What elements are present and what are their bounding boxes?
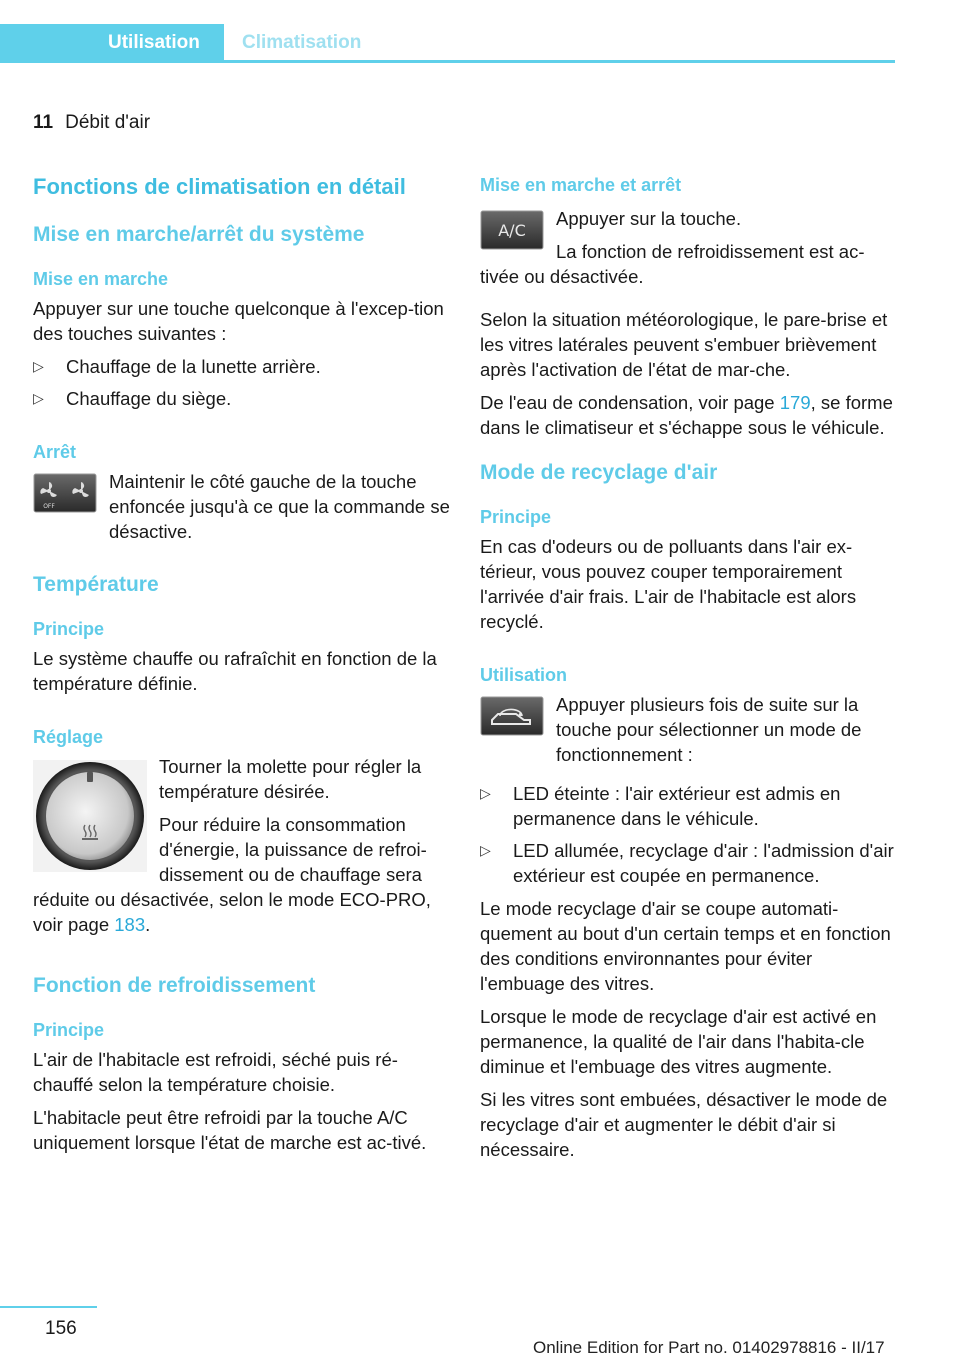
off-button-icon	[33, 473, 97, 518]
text-condensation: De l'eau de condensation, voir page 179, se forme dans le climatiseur et s'échappe sous le véhicule.	[480, 392, 893, 438]
list-use	[480, 781, 900, 888]
section-title: Fonctions de climatisation en détail	[33, 174, 406, 199]
list-item: ▷ LED allumée, recyclage d'air : l'admission d'air extérieur est coupée en permanence.	[480, 838, 900, 888]
text-recirc-principle: En cas d'odeurs ou de polluants dans l'air ex-térieur, vous pouvez couper temporairement l'arrivée d'air frais. L'air de l'habitacle est alors recyclé.	[480, 536, 857, 632]
svg-text:A/C: A/C	[498, 221, 526, 240]
right-column	[480, 172, 900, 1170]
link-page-179[interactable]: 179	[779, 392, 811, 413]
link-page-183[interactable]: 183	[114, 914, 146, 935]
heading-recirculation: Mode de recyclage d'air	[480, 461, 718, 484]
text-cool-2: L'habitacle peut être refroidi par la touche A/C uniquement lorsque l'état de marche est ac-tivé.	[33, 1107, 427, 1153]
text-auto: Le mode recyclage d'air se coupe automati-quement au bout d'un certain temps et en fonction des conditions environnantes pour éviter l'embuage des vitres.	[480, 898, 891, 994]
text-ac-2: La fonction de refroidissement est ac-tivée ou désactivée.	[480, 241, 865, 287]
list-item: ▷ LED éteinte : l'air extérieur est admis en permanence dans le véhicule.	[480, 781, 900, 831]
header-tabs	[0, 24, 895, 62]
temperature-knob-icon	[33, 760, 147, 877]
text-permanent: Lorsque le mode de recyclage d'air est activé en permanence, la qualité de l'air dans l'habita-cle diminue et l'embuage des vitres augmente.	[480, 1006, 877, 1077]
ac-button-icon	[480, 210, 544, 255]
heading-temperature: Température	[33, 573, 159, 596]
heading-ac-onoff: Mise en marche et arrêt	[480, 175, 682, 195]
heading-cool-principle: Principe	[33, 1020, 105, 1040]
heading-off: Arrêt	[33, 442, 77, 462]
tab-climatisation[interactable]: Climatisation	[242, 32, 362, 53]
page-number: 156	[45, 1318, 77, 1339]
list-item: ▷ Chauffage du siège.	[33, 386, 453, 411]
text-fogged: Si les vitres sont embuées, désactiver le mode de recyclage d'air et augmenter le débit d'air si nécessaire.	[480, 1089, 888, 1160]
text-fog: Selon la situation météorologique, le pare-brise et les vitres latérales peuvent s'embuer brièvement après l'activation de l'état de mar-che.	[480, 309, 888, 380]
list-item: ▷ Chauffage de la lunette arrière.	[33, 354, 453, 379]
legend-text: Débit d'air	[65, 112, 151, 133]
svg-text:OFF: OFF	[43, 503, 55, 510]
heading-cooling: Fonction de refroidissement	[33, 974, 316, 997]
heading-setting: Réglage	[33, 727, 104, 747]
legend-item	[33, 112, 150, 134]
text-cool-1: L'air de l'habitacle est refroidi, séché puis ré-chauffé selon la température choisie.	[33, 1049, 398, 1095]
left-column	[33, 172, 453, 1163]
legend-number: 11	[33, 112, 54, 133]
heading-system: Mise en marche/arrêt du système	[33, 223, 365, 246]
heading-recirc-principle: Principe	[480, 507, 552, 527]
edition-note: Online Edition for Part no. 01402978816 - II/17	[533, 1338, 885, 1357]
recirculation-button-icon	[480, 696, 544, 741]
list-on	[33, 354, 453, 411]
text-off: Maintenir le côté gauche de la touche enfoncée jusqu'à ce que la commande se désactive.	[109, 471, 450, 542]
footer-divider	[0, 1306, 97, 1308]
heading-on: Mise en marche	[33, 269, 169, 289]
text-temp-principle: Le système chauffe ou rafraîchit en fonction de la température définie.	[33, 648, 437, 694]
heading-temp-principle: Principe	[33, 619, 105, 639]
header-divider	[0, 60, 895, 63]
heading-use: Utilisation	[480, 665, 568, 685]
text-setting-2: Pour réduire la consommation d'énergie, la puissance de refroi-dissement ou de chauffage sera réduite ou désactivée, selon le mode ECO-PRO, voir page 183.	[33, 814, 431, 935]
text-ac-1: Appuyer sur la touche.	[556, 208, 742, 229]
text-setting-1: Tourner la molette pour régler la température désirée.	[159, 756, 422, 802]
text-on: Appuyer sur une touche quelconque à l'excep-tion des touches suivantes :	[33, 298, 444, 344]
tab-utilisation[interactable]: Utilisation	[0, 24, 224, 61]
text-use: Appuyer plusieurs fois de suite sur la touche pour sélectionner un mode de fonctionnement :	[556, 694, 862, 765]
